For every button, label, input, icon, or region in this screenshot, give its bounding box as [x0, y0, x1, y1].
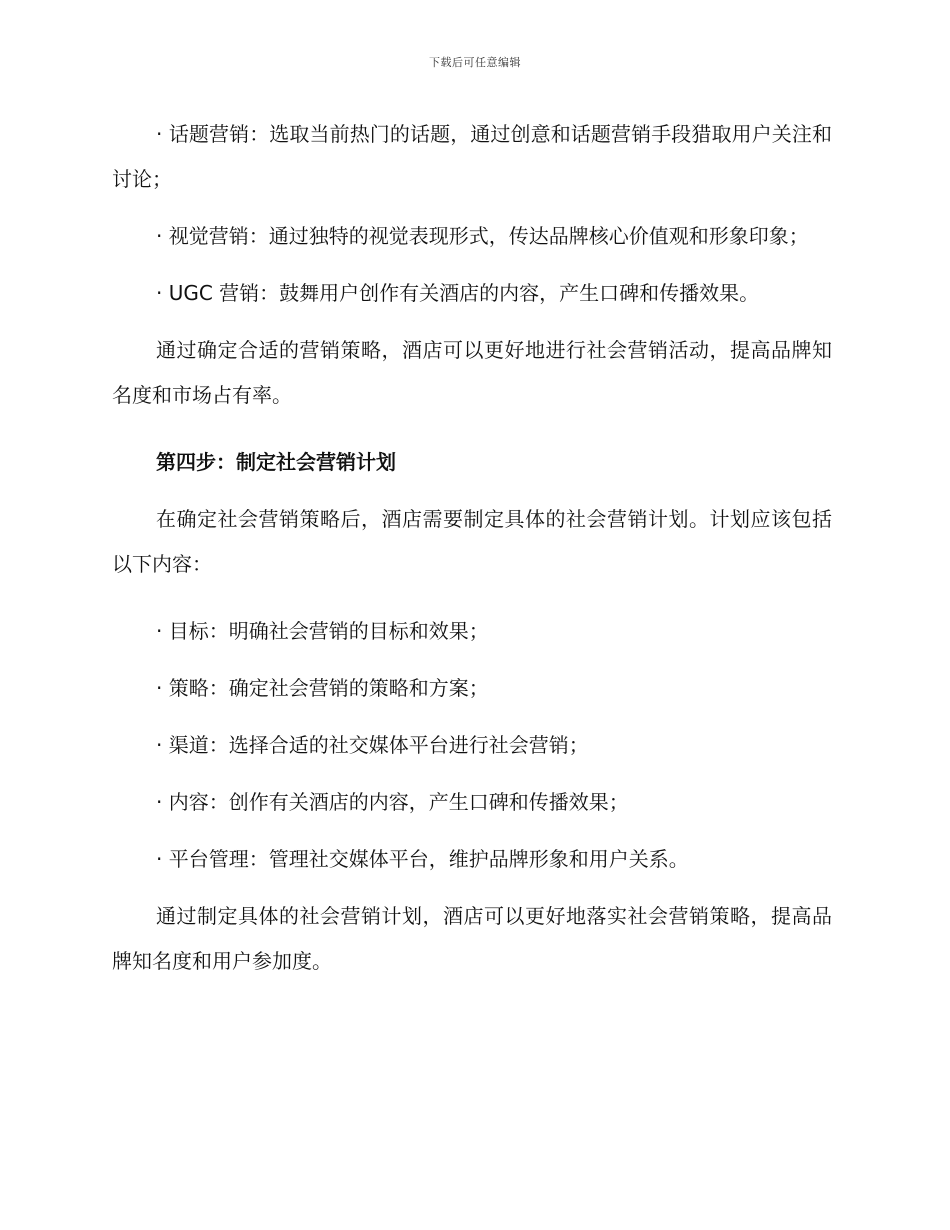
bullet-platform-management: · 平台管理：管理社交媒体平台，维护品牌形象和用户关系。: [156, 847, 689, 871]
plan-intro-paragraph: 在确定社会营销策略后，酒店需要制定具体的社会营销计划。计划应该包括以下内容：: [112, 507, 832, 576]
bullet-visual-marketing: · 视觉营销：通过独特的视觉表现形式，传达品牌核心价值观和形象印象；: [156, 224, 809, 248]
bullet-content: · 内容：创作有关酒店的内容，产生口碑和传播效果；: [156, 790, 629, 814]
bullet-channel: · 渠道：选择合适的社交媒体平台进行社会营销；: [156, 733, 589, 757]
bullet-topic-marketing: · 话题营销：选取当前热门的话题，通过创意和话题营销手段猎取用户关注和讨论；: [112, 122, 832, 191]
document-body: [112, 112, 832, 1006]
bullet-strategy: · 策略：确定社会营销的策略和方案；: [156, 676, 489, 700]
section-heading-step-four: 第四步：制定社会营销计划: [156, 450, 396, 474]
bullet-ugc-marketing: · UGC 营销：鼓舞用户创作有关酒店的内容，产生口碑和传播效果。: [156, 281, 760, 305]
plan-summary-paragraph: 通过制定具体的社会营销计划，酒店可以更好地落实社会营销策略，提高品牌知名度和用户参加度。: [112, 904, 832, 973]
bullet-goal: · 目标：明确社会营销的目标和效果；: [156, 619, 489, 643]
page-header: 下载后可任意编辑: [429, 56, 521, 69]
strategy-summary-paragraph: 通过确定合适的营销策略，酒店可以更好地进行社会营销活动，提高品牌知名度和市场占有率。: [112, 338, 832, 407]
